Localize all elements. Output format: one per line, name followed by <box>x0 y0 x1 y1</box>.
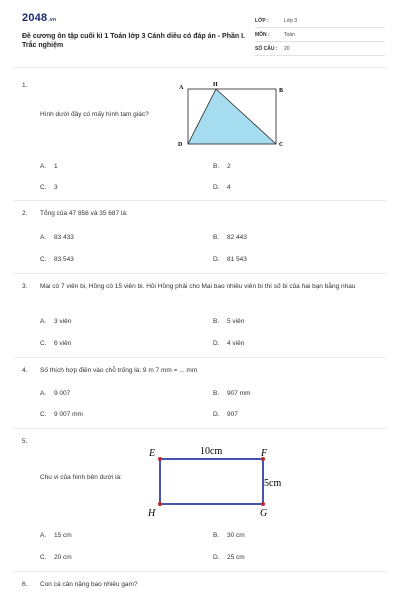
option-letter: A. <box>40 318 47 325</box>
question-6-number: 6. <box>22 581 28 588</box>
option-letter: B. <box>213 532 220 539</box>
height-label: 5cm <box>264 478 282 489</box>
q2-option-b[interactable] <box>213 234 247 241</box>
site-logo[interactable] <box>22 12 56 24</box>
option-text: 1 <box>54 163 58 170</box>
question-2-text: Tổng của 47 856 và 35 687 là: <box>40 210 128 217</box>
q3-option-b[interactable] <box>213 318 244 325</box>
option-text: 81 543 <box>227 256 247 263</box>
question-5-number: 5. <box>22 438 28 445</box>
question-2-number: 2. <box>22 210 28 217</box>
meta-count-value: 20 <box>284 46 290 52</box>
option-letter: B. <box>213 318 220 325</box>
label-d: D <box>178 142 183 148</box>
option-letter: B. <box>213 163 220 170</box>
vertex-e <box>158 457 162 461</box>
triangle-fill <box>188 89 276 144</box>
option-text: 82 443 <box>227 234 247 241</box>
q3-option-c[interactable] <box>40 340 71 347</box>
meta-class-row <box>255 14 385 28</box>
option-letter: A. <box>40 234 47 241</box>
option-letter: A. <box>40 163 47 170</box>
option-letter: C. <box>40 184 47 191</box>
option-letter: B. <box>213 390 220 397</box>
divider <box>14 273 386 274</box>
option-text: 9 007 mm <box>54 411 83 418</box>
label-e: E <box>149 448 156 459</box>
header-divider <box>14 67 386 68</box>
question-5-figure <box>144 442 292 520</box>
q1-option-b[interactable] <box>213 163 231 170</box>
q1-option-d[interactable] <box>213 184 231 191</box>
meta-subject-key: MÔN : <box>255 32 270 38</box>
question-3-text: Mai có 7 viên bi, Hồng có 15 viên bi. Hỏi Hồng phải cho Mai bao nhiêu viên bi thì số bi của hai bạn bằng nhau <box>40 283 356 290</box>
option-text: 3 <box>54 184 58 191</box>
logo-suffix: .vn <box>48 17 57 23</box>
divider <box>14 357 386 358</box>
option-text: 2 <box>227 163 231 170</box>
meta-class-key: LỚP : <box>255 18 269 24</box>
option-text: 83 433 <box>54 234 74 241</box>
q1-option-a[interactable] <box>40 163 58 170</box>
q3-option-d[interactable] <box>213 340 244 347</box>
document-title: Đề cương ôn tập cuối kì 1 Toán lớp 3 Cánh diều có đáp án - Phần I. Trắc nghiệm <box>22 33 245 49</box>
question-1-number: 1. <box>22 82 28 89</box>
option-letter: D. <box>213 340 220 347</box>
question-3-number: 3. <box>22 283 28 290</box>
q3-option-a[interactable] <box>40 318 71 325</box>
q5-option-b[interactable] <box>213 532 245 539</box>
question-1-text: Hình dưới đây có mấy hình tam giác? <box>40 111 149 118</box>
option-text: 6 viên <box>54 340 72 347</box>
question-6-text: Con cá cân nặng bao nhiêu gam? <box>40 581 138 588</box>
option-letter: A. <box>40 390 47 397</box>
q4-option-a[interactable] <box>40 390 70 397</box>
option-text: 9 007 <box>54 390 71 397</box>
width-label: 10cm <box>200 446 223 457</box>
label-a: A <box>179 85 184 91</box>
meta-subject-row <box>255 28 385 42</box>
option-text: 83 543 <box>54 256 74 263</box>
q4-option-d[interactable] <box>213 411 238 418</box>
option-text: 25 cm <box>227 554 245 561</box>
option-letter: D. <box>213 256 220 263</box>
q1-option-c[interactable] <box>40 184 58 191</box>
label-h: H <box>213 82 218 88</box>
logo-text: 2048 <box>22 12 48 24</box>
meta-count-row <box>255 42 385 56</box>
option-text: 15 cm <box>54 532 72 539</box>
option-text: 30 cm <box>227 532 245 539</box>
option-text: 4 viên <box>227 340 245 347</box>
option-text: 3 viên <box>54 318 72 325</box>
question-4-number: 4. <box>22 367 28 374</box>
q5-option-a[interactable] <box>40 532 72 539</box>
vertex-h <box>158 502 162 506</box>
label-h: H <box>148 508 156 519</box>
q5-option-c[interactable] <box>40 554 72 561</box>
q2-option-a[interactable] <box>40 234 74 241</box>
q5-option-d[interactable] <box>213 554 245 561</box>
label-f: F <box>261 448 268 459</box>
option-letter: D. <box>213 554 220 561</box>
meta-subject-value: Toán <box>284 32 295 38</box>
meta-class-value: Lớp 3 <box>284 18 298 24</box>
option-text: 907 mm <box>227 390 251 397</box>
meta-count-key: SỐ CÂU : <box>255 46 278 52</box>
question-4-text: Số thích hợp điền vào chỗ trống là: 9 m 7 mm = ... mm <box>40 367 198 374</box>
label-g: G <box>260 508 268 519</box>
option-letter: D. <box>213 411 220 418</box>
option-text: 20 cm <box>54 554 72 561</box>
option-letter: C. <box>40 554 47 561</box>
q4-option-b[interactable] <box>213 390 250 397</box>
divider <box>14 428 386 429</box>
option-letter: C. <box>40 256 47 263</box>
option-letter: B. <box>213 234 220 241</box>
divider <box>14 200 386 201</box>
label-b: B <box>279 88 284 94</box>
option-text: 4 <box>227 184 231 191</box>
vertex-g <box>261 502 265 506</box>
option-letter: A. <box>40 532 47 539</box>
option-letter: C. <box>40 411 47 418</box>
question-1-figure <box>176 80 288 150</box>
label-c: C <box>279 142 284 148</box>
option-letter: D. <box>213 184 220 191</box>
option-letter: C. <box>40 340 47 347</box>
rectangle-efgh <box>160 459 263 504</box>
divider <box>14 571 386 572</box>
q2-option-c[interactable] <box>40 256 74 263</box>
q4-option-c[interactable] <box>40 411 83 418</box>
option-text: 907 <box>227 411 238 418</box>
option-text: 5 viên <box>227 318 245 325</box>
q2-option-d[interactable] <box>213 256 247 263</box>
question-5-text: Chu vi của hình bên dưới là: <box>40 474 122 481</box>
